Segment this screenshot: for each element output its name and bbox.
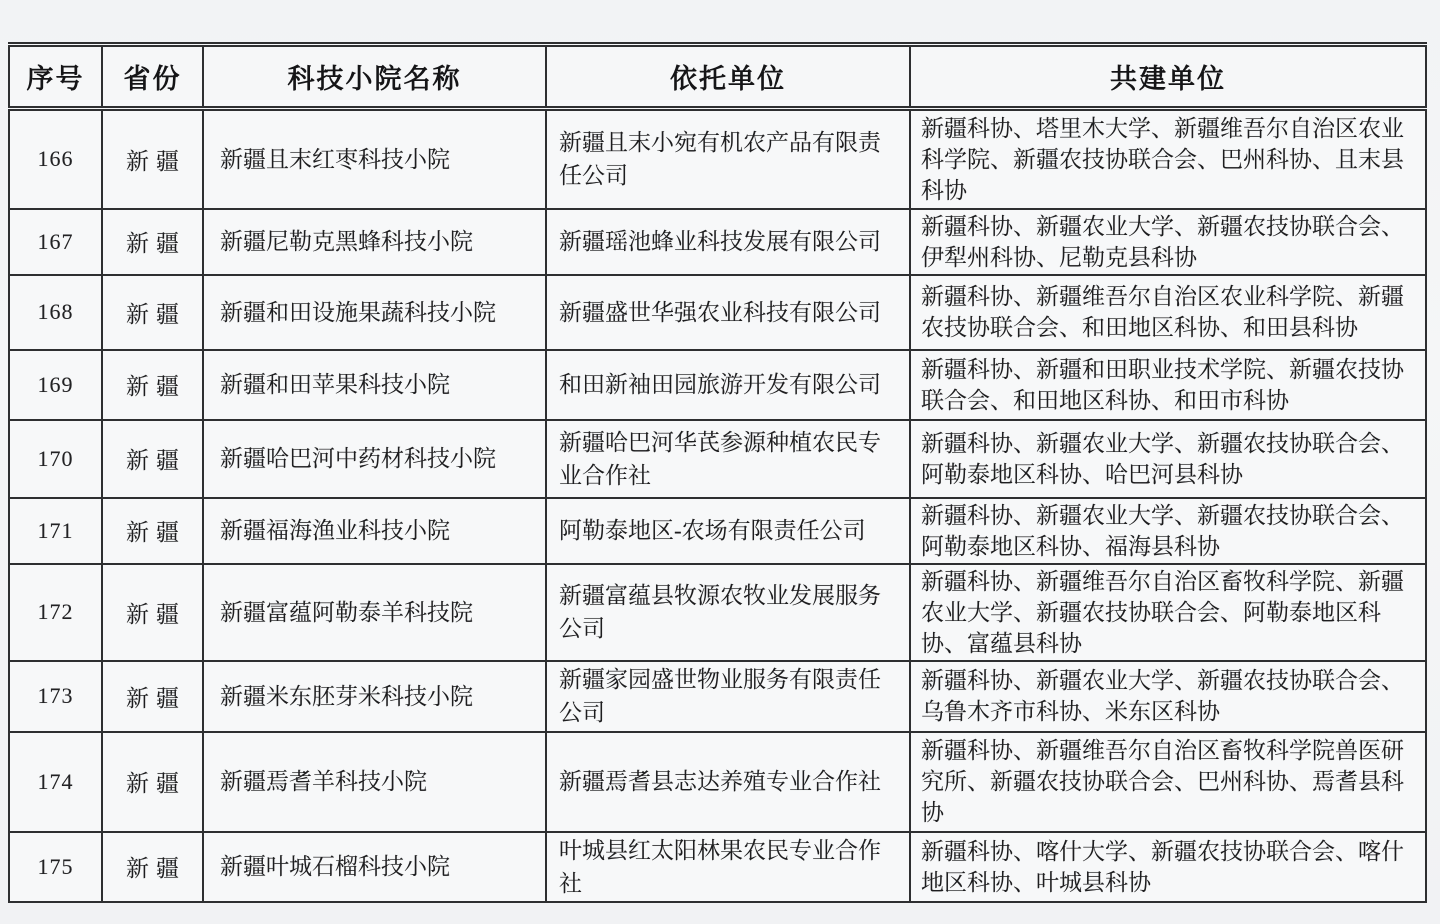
table-row [9,732,1426,832]
table-row [9,661,1426,732]
seq-cell: 170 [9,420,102,498]
province-cell: 新疆 [102,732,203,832]
seq-cell: 166 [9,109,102,209]
seq-cell: 172 [9,564,102,661]
tech-courtyard-table [8,42,1427,903]
partners-cell: 新疆科协、新疆维吾尔自治区畜牧科学院兽医研究所、新疆农技协联合会、巴州科协、焉耆县科协 [910,732,1426,832]
table-row [9,275,1426,350]
name-cell: 新疆福海渔业科技小院 [203,498,546,564]
seq-cell: 174 [9,732,102,832]
name-cell: 新疆叶城石榴科技小院 [203,832,546,902]
column-header-host: 依托单位 [546,45,910,109]
host-cell: 新疆且末小宛有机农产品有限责任公司 [546,109,910,209]
table-header-row [9,45,1426,109]
host-cell: 和田新袖田园旅游开发有限公司 [546,350,910,420]
name-cell: 新疆和田苹果科技小院 [203,350,546,420]
table-row [9,209,1426,275]
host-cell: 阿勒泰地区-农场有限责任公司 [546,498,910,564]
partners-cell: 新疆科协、塔里木大学、新疆维吾尔自治区农业科学院、新疆农技协联合会、巴州科协、且末县科协 [910,109,1426,209]
host-cell: 新疆富蕴县牧源农牧业发展服务公司 [546,564,910,661]
host-cell: 新疆家园盛世物业服务有限责任公司 [546,661,910,732]
partners-cell: 新疆科协、新疆农业大学、新疆农技协联合会、伊犁州科协、尼勒克县科协 [910,209,1426,275]
name-cell: 新疆和田设施果蔬科技小院 [203,275,546,350]
column-header-seq: 序号 [9,45,102,109]
host-cell: 新疆盛世华强农业科技有限公司 [546,275,910,350]
table-row [9,832,1426,902]
column-header-province: 省份 [102,45,203,109]
seq-cell: 171 [9,498,102,564]
province-cell: 新疆 [102,832,203,902]
partners-cell: 新疆科协、新疆农业大学、新疆农技协联合会、乌鲁木齐市科协、米东区科协 [910,661,1426,732]
partners-cell: 新疆科协、新疆和田职业技术学院、新疆农技协联合会、和田地区科协、和田市科协 [910,350,1426,420]
province-cell: 新疆 [102,209,203,275]
column-header-partners: 共建单位 [910,45,1426,109]
host-cell: 新疆哈巴河华芪参源种植农民专业合作社 [546,420,910,498]
province-cell: 新疆 [102,661,203,732]
seq-cell: 175 [9,832,102,902]
host-cell: 新疆瑶池蜂业科技发展有限公司 [546,209,910,275]
seq-cell: 167 [9,209,102,275]
province-cell: 新疆 [102,564,203,661]
host-cell: 叶城县红太阳林果农民专业合作社 [546,832,910,902]
partners-cell: 新疆科协、喀什大学、新疆农技协联合会、喀什地区科协、叶城县科协 [910,832,1426,902]
seq-cell: 173 [9,661,102,732]
partners-cell: 新疆科协、新疆维吾尔自治区农业科学院、新疆农技协联合会、和田地区科协、和田县科协 [910,275,1426,350]
host-cell: 新疆焉耆县志达养殖专业合作社 [546,732,910,832]
name-cell: 新疆且末红枣科技小院 [203,109,546,209]
name-cell: 新疆米东胚芽米科技小院 [203,661,546,732]
province-cell: 新疆 [102,109,203,209]
table-row [9,498,1426,564]
column-header-name: 科技小院名称 [203,45,546,109]
province-cell: 新疆 [102,498,203,564]
province-cell: 新疆 [102,275,203,350]
name-cell: 新疆哈巴河中药材科技小院 [203,420,546,498]
province-cell: 新疆 [102,350,203,420]
table-row [9,564,1426,661]
partners-cell: 新疆科协、新疆农业大学、新疆农技协联合会、阿勒泰地区科协、哈巴河县科协 [910,420,1426,498]
province-cell: 新疆 [102,420,203,498]
table-row [9,420,1426,498]
table-row [9,350,1426,420]
partners-cell: 新疆科协、新疆农业大学、新疆农技协联合会、阿勒泰地区科协、福海县科协 [910,498,1426,564]
name-cell: 新疆富蕴阿勒泰羊科技院 [203,564,546,661]
seq-cell: 169 [9,350,102,420]
table-row [9,109,1426,209]
seq-cell: 168 [9,275,102,350]
name-cell: 新疆尼勒克黑蜂科技小院 [203,209,546,275]
name-cell: 新疆焉耆羊科技小院 [203,732,546,832]
partners-cell: 新疆科协、新疆维吾尔自治区畜牧科学院、新疆农业大学、新疆农技协联合会、阿勒泰地区科协、富蕴县科协 [910,564,1426,661]
